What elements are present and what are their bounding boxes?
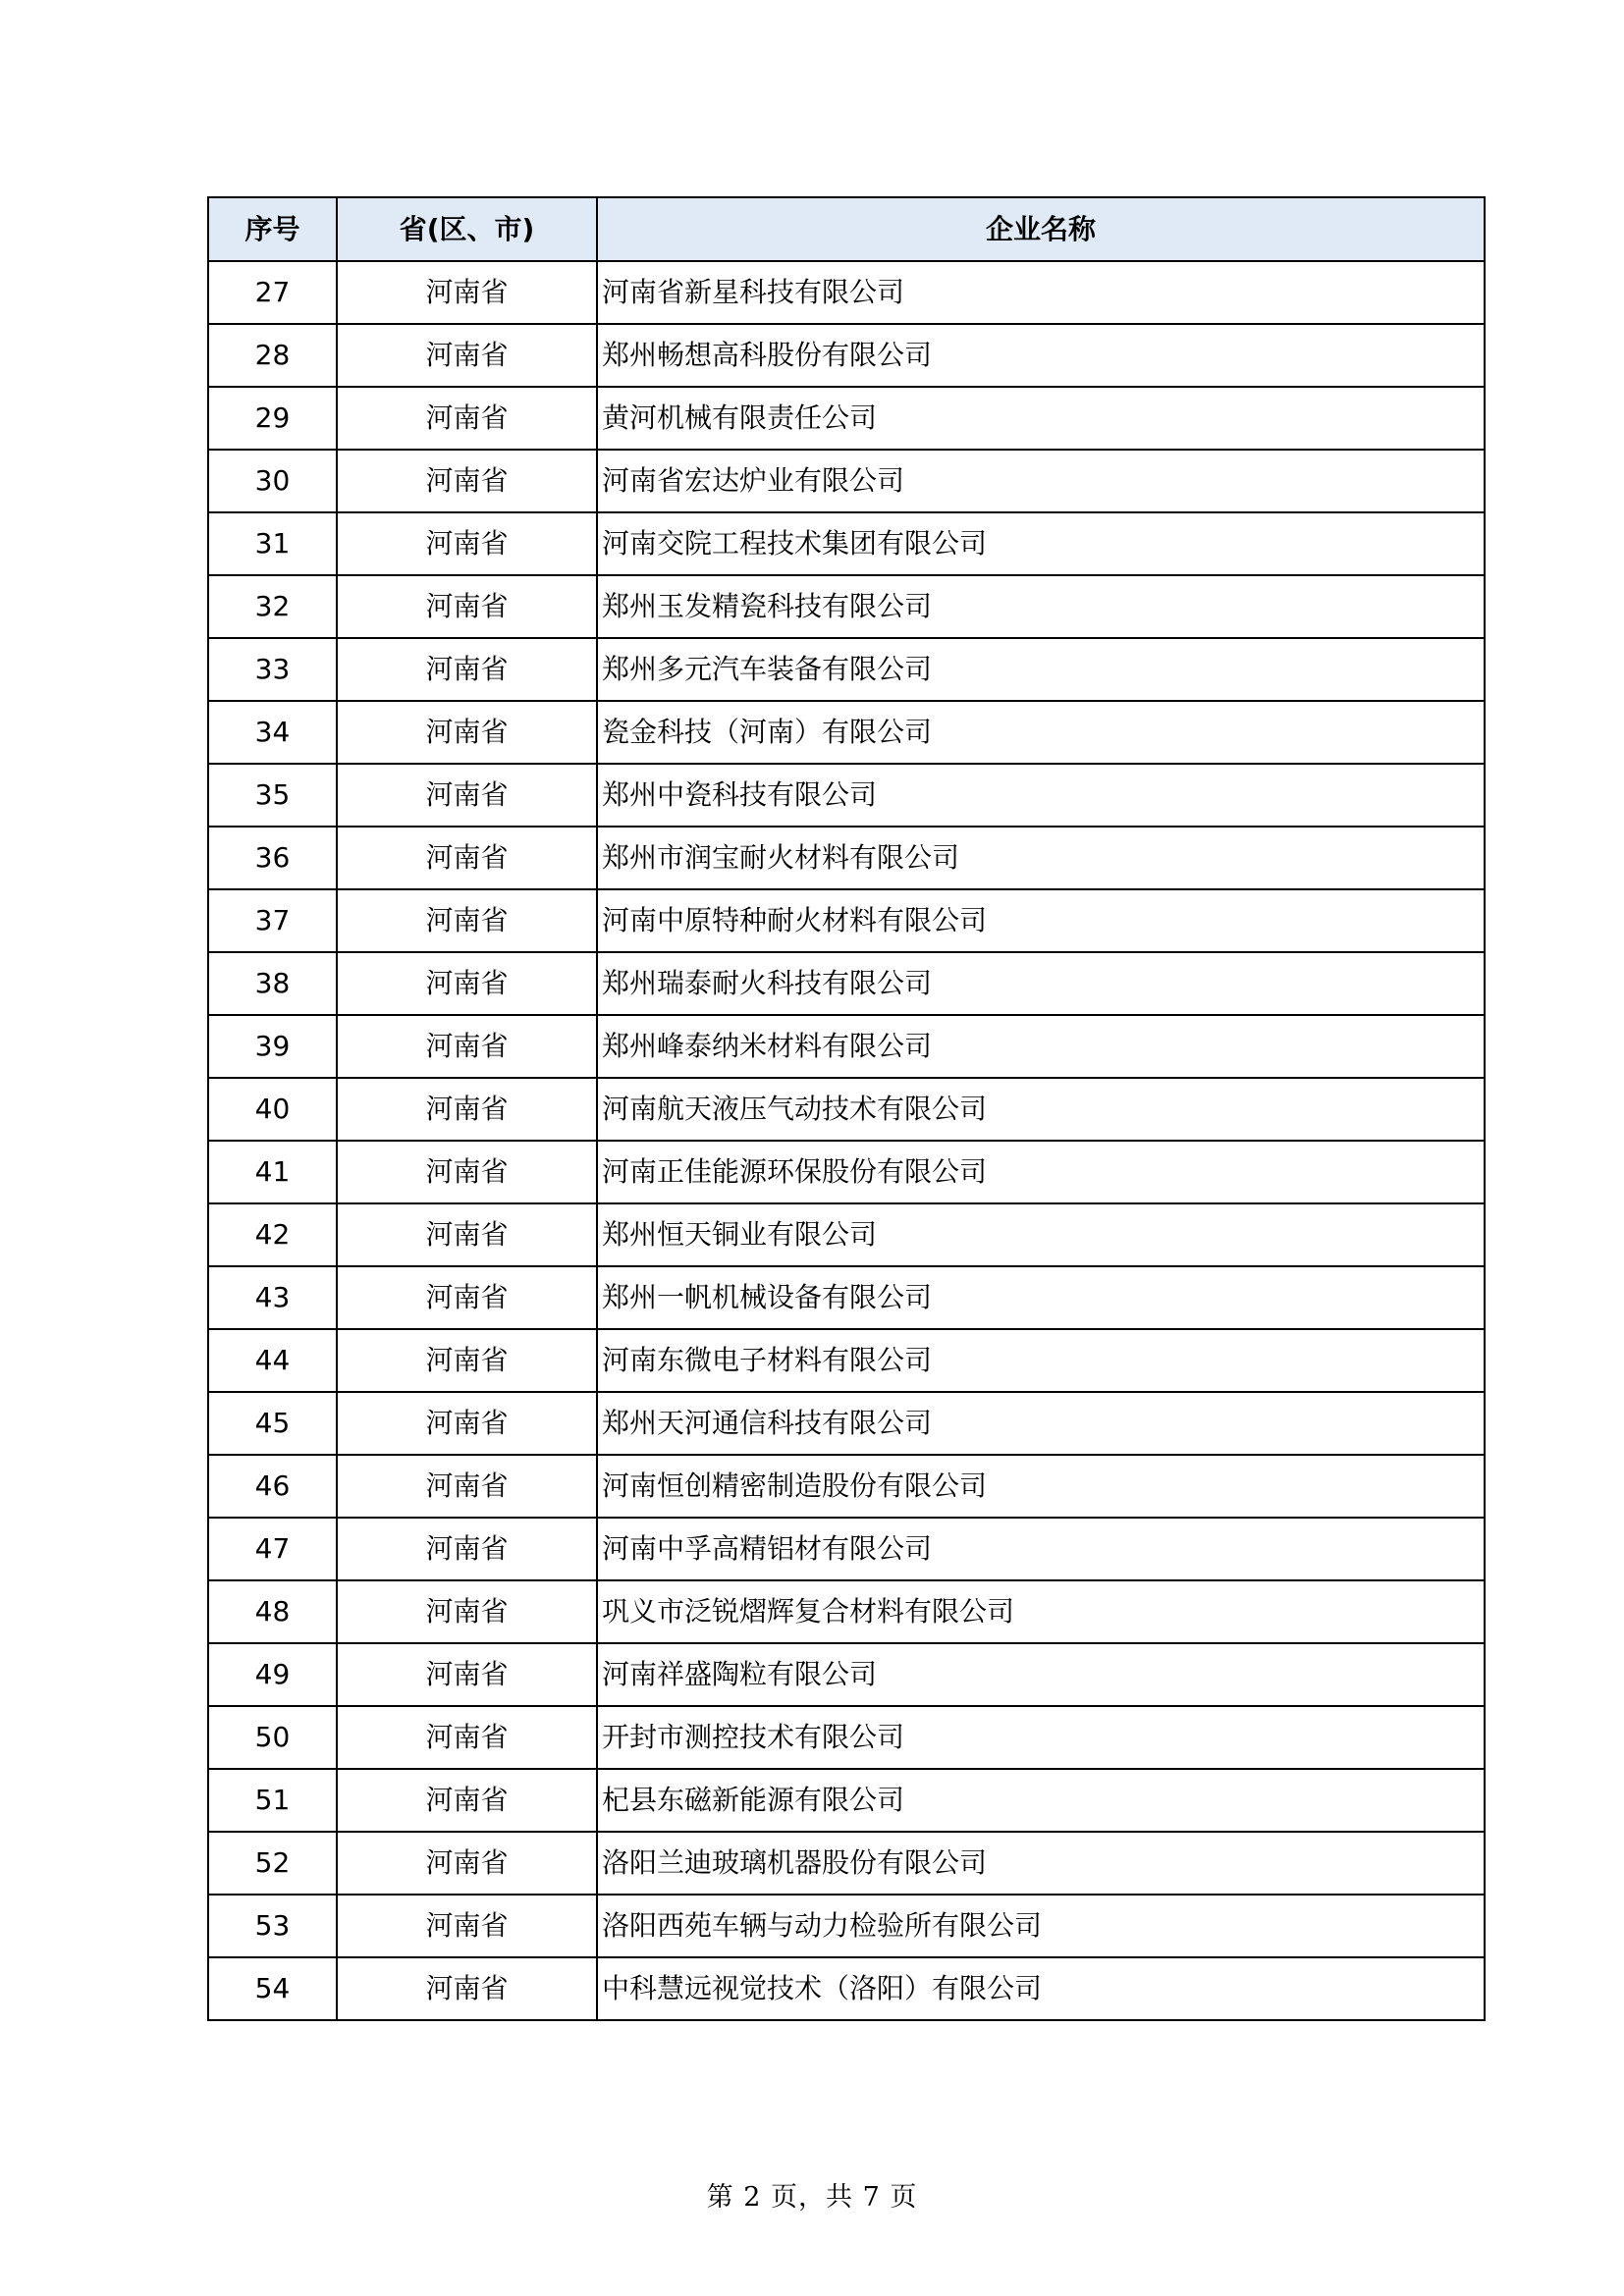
row-company-cell: 河南中原特种耐火材料有限公司: [597, 889, 1485, 952]
row-index-cell: 53: [208, 1895, 337, 1957]
row-company-cell: 郑州多元汽车装备有限公司: [597, 638, 1485, 701]
table-row: [208, 1015, 1485, 1078]
row-index-cell: 54: [208, 1957, 337, 2020]
row-index-cell: 29: [208, 387, 337, 450]
table-row: [208, 1329, 1485, 1392]
table-body: [208, 261, 1485, 2020]
row-company-cell: 河南东微电子材料有限公司: [597, 1329, 1485, 1392]
row-province-cell: 河南省: [337, 1895, 597, 1957]
row-index-cell: 34: [208, 701, 337, 764]
row-company-cell: 河南恒创精密制造股份有限公司: [597, 1455, 1485, 1518]
row-index-cell: 35: [208, 764, 337, 827]
table-row: [208, 261, 1485, 324]
row-province-cell: 河南省: [337, 1580, 597, 1643]
table-row: [208, 1769, 1485, 1832]
header-province: 省(区、市): [337, 197, 597, 261]
row-company-cell: 郑州市润宝耐火材料有限公司: [597, 827, 1485, 889]
row-company-cell: 郑州瑞泰耐火科技有限公司: [597, 952, 1485, 1015]
table-row: [208, 889, 1485, 952]
row-company-cell: 郑州玉发精瓷科技有限公司: [597, 575, 1485, 638]
row-province-cell: 河南省: [337, 638, 597, 701]
row-company-cell: 河南祥盛陶粒有限公司: [597, 1643, 1485, 1706]
table-row: [208, 1643, 1485, 1706]
row-province-cell: 河南省: [337, 1957, 597, 2020]
row-province-cell: 河南省: [337, 1141, 597, 1203]
row-province-cell: 河南省: [337, 1518, 597, 1580]
table-row: [208, 387, 1485, 450]
table-row: [208, 1580, 1485, 1643]
row-index-cell: 36: [208, 827, 337, 889]
table-row: [208, 1078, 1485, 1141]
row-index-cell: 43: [208, 1266, 337, 1329]
row-index-cell: 38: [208, 952, 337, 1015]
row-index-cell: 30: [208, 450, 337, 512]
table-header-row: [208, 197, 1485, 261]
row-company-cell: 河南省新星科技有限公司: [597, 261, 1485, 324]
row-company-cell: 河南正佳能源环保股份有限公司: [597, 1141, 1485, 1203]
row-province-cell: 河南省: [337, 1455, 597, 1518]
row-index-cell: 49: [208, 1643, 337, 1706]
row-company-cell: 郑州峰泰纳米材料有限公司: [597, 1015, 1485, 1078]
row-index-cell: 50: [208, 1706, 337, 1769]
row-province-cell: 河南省: [337, 450, 597, 512]
row-index-cell: 33: [208, 638, 337, 701]
row-province-cell: 河南省: [337, 701, 597, 764]
row-company-cell: 洛阳兰迪玻璃机器股份有限公司: [597, 1832, 1485, 1895]
table-row: [208, 1455, 1485, 1518]
row-province-cell: 河南省: [337, 512, 597, 575]
row-company-cell: 郑州中瓷科技有限公司: [597, 764, 1485, 827]
table-row: [208, 324, 1485, 387]
row-index-cell: 52: [208, 1832, 337, 1895]
table-row: [208, 764, 1485, 827]
table-row: [208, 638, 1485, 701]
row-company-cell: 巩义市泛锐熠辉复合材料有限公司: [597, 1580, 1485, 1643]
page-number-footer: 第 2 页，共 7 页: [706, 2182, 918, 2213]
row-province-cell: 河南省: [337, 387, 597, 450]
row-company-cell: 河南中孚高精铝材有限公司: [597, 1518, 1485, 1580]
row-index-cell: 46: [208, 1455, 337, 1518]
table-row: [208, 1266, 1485, 1329]
row-company-cell: 开封市测控技术有限公司: [597, 1706, 1485, 1769]
row-company-cell: 河南航天液压气动技术有限公司: [597, 1078, 1485, 1141]
table-row: [208, 575, 1485, 638]
row-province-cell: 河南省: [337, 1203, 597, 1266]
row-province-cell: 河南省: [337, 1706, 597, 1769]
row-index-cell: 28: [208, 324, 337, 387]
table-row: [208, 827, 1485, 889]
header-company: 企业名称: [597, 197, 1485, 261]
row-index-cell: 47: [208, 1518, 337, 1580]
row-company-cell: 郑州一帆机械设备有限公司: [597, 1266, 1485, 1329]
row-index-cell: 48: [208, 1580, 337, 1643]
header-index: 序号: [208, 197, 337, 261]
row-province-cell: 河南省: [337, 324, 597, 387]
row-index-cell: 42: [208, 1203, 337, 1266]
table-row: [208, 1957, 1485, 2020]
company-table: [207, 196, 1486, 2021]
row-index-cell: 40: [208, 1078, 337, 1141]
row-province-cell: 河南省: [337, 1643, 597, 1706]
row-index-cell: 27: [208, 261, 337, 324]
row-province-cell: 河南省: [337, 261, 597, 324]
row-province-cell: 河南省: [337, 952, 597, 1015]
row-company-cell: 黄河机械有限责任公司: [597, 387, 1485, 450]
row-company-cell: 郑州畅想高科股份有限公司: [597, 324, 1485, 387]
row-province-cell: 河南省: [337, 1329, 597, 1392]
row-province-cell: 河南省: [337, 1266, 597, 1329]
row-index-cell: 45: [208, 1392, 337, 1455]
row-province-cell: 河南省: [337, 1015, 597, 1078]
table-row: [208, 1392, 1485, 1455]
row-index-cell: 44: [208, 1329, 337, 1392]
row-province-cell: 河南省: [337, 827, 597, 889]
row-province-cell: 河南省: [337, 764, 597, 827]
row-province-cell: 河南省: [337, 575, 597, 638]
row-company-cell: 郑州天河通信科技有限公司: [597, 1392, 1485, 1455]
row-province-cell: 河南省: [337, 889, 597, 952]
row-index-cell: 39: [208, 1015, 337, 1078]
row-province-cell: 河南省: [337, 1392, 597, 1455]
table-row: [208, 512, 1485, 575]
row-company-cell: 河南交院工程技术集团有限公司: [597, 512, 1485, 575]
row-province-cell: 河南省: [337, 1078, 597, 1141]
row-company-cell: 郑州恒天铜业有限公司: [597, 1203, 1485, 1266]
table-row: [208, 1895, 1485, 1957]
row-company-cell: 杞县东磁新能源有限公司: [597, 1769, 1485, 1832]
row-company-cell: 中科慧远视觉技术（洛阳）有限公司: [597, 1957, 1485, 2020]
table-row: [208, 1141, 1485, 1203]
row-province-cell: 河南省: [337, 1769, 597, 1832]
table-row: [208, 701, 1485, 764]
row-index-cell: 31: [208, 512, 337, 575]
table-row: [208, 952, 1485, 1015]
table-row: [208, 450, 1485, 512]
table-row: [208, 1518, 1485, 1580]
row-index-cell: 51: [208, 1769, 337, 1832]
row-company-cell: 洛阳西苑车辆与动力检验所有限公司: [597, 1895, 1485, 1957]
table-row: [208, 1203, 1485, 1266]
row-index-cell: 37: [208, 889, 337, 952]
row-company-cell: 河南省宏达炉业有限公司: [597, 450, 1485, 512]
row-company-cell: 瓷金科技（河南）有限公司: [597, 701, 1485, 764]
row-province-cell: 河南省: [337, 1832, 597, 1895]
row-index-cell: 41: [208, 1141, 337, 1203]
row-index-cell: 32: [208, 575, 337, 638]
table-row: [208, 1706, 1485, 1769]
table-row: [208, 1832, 1485, 1895]
